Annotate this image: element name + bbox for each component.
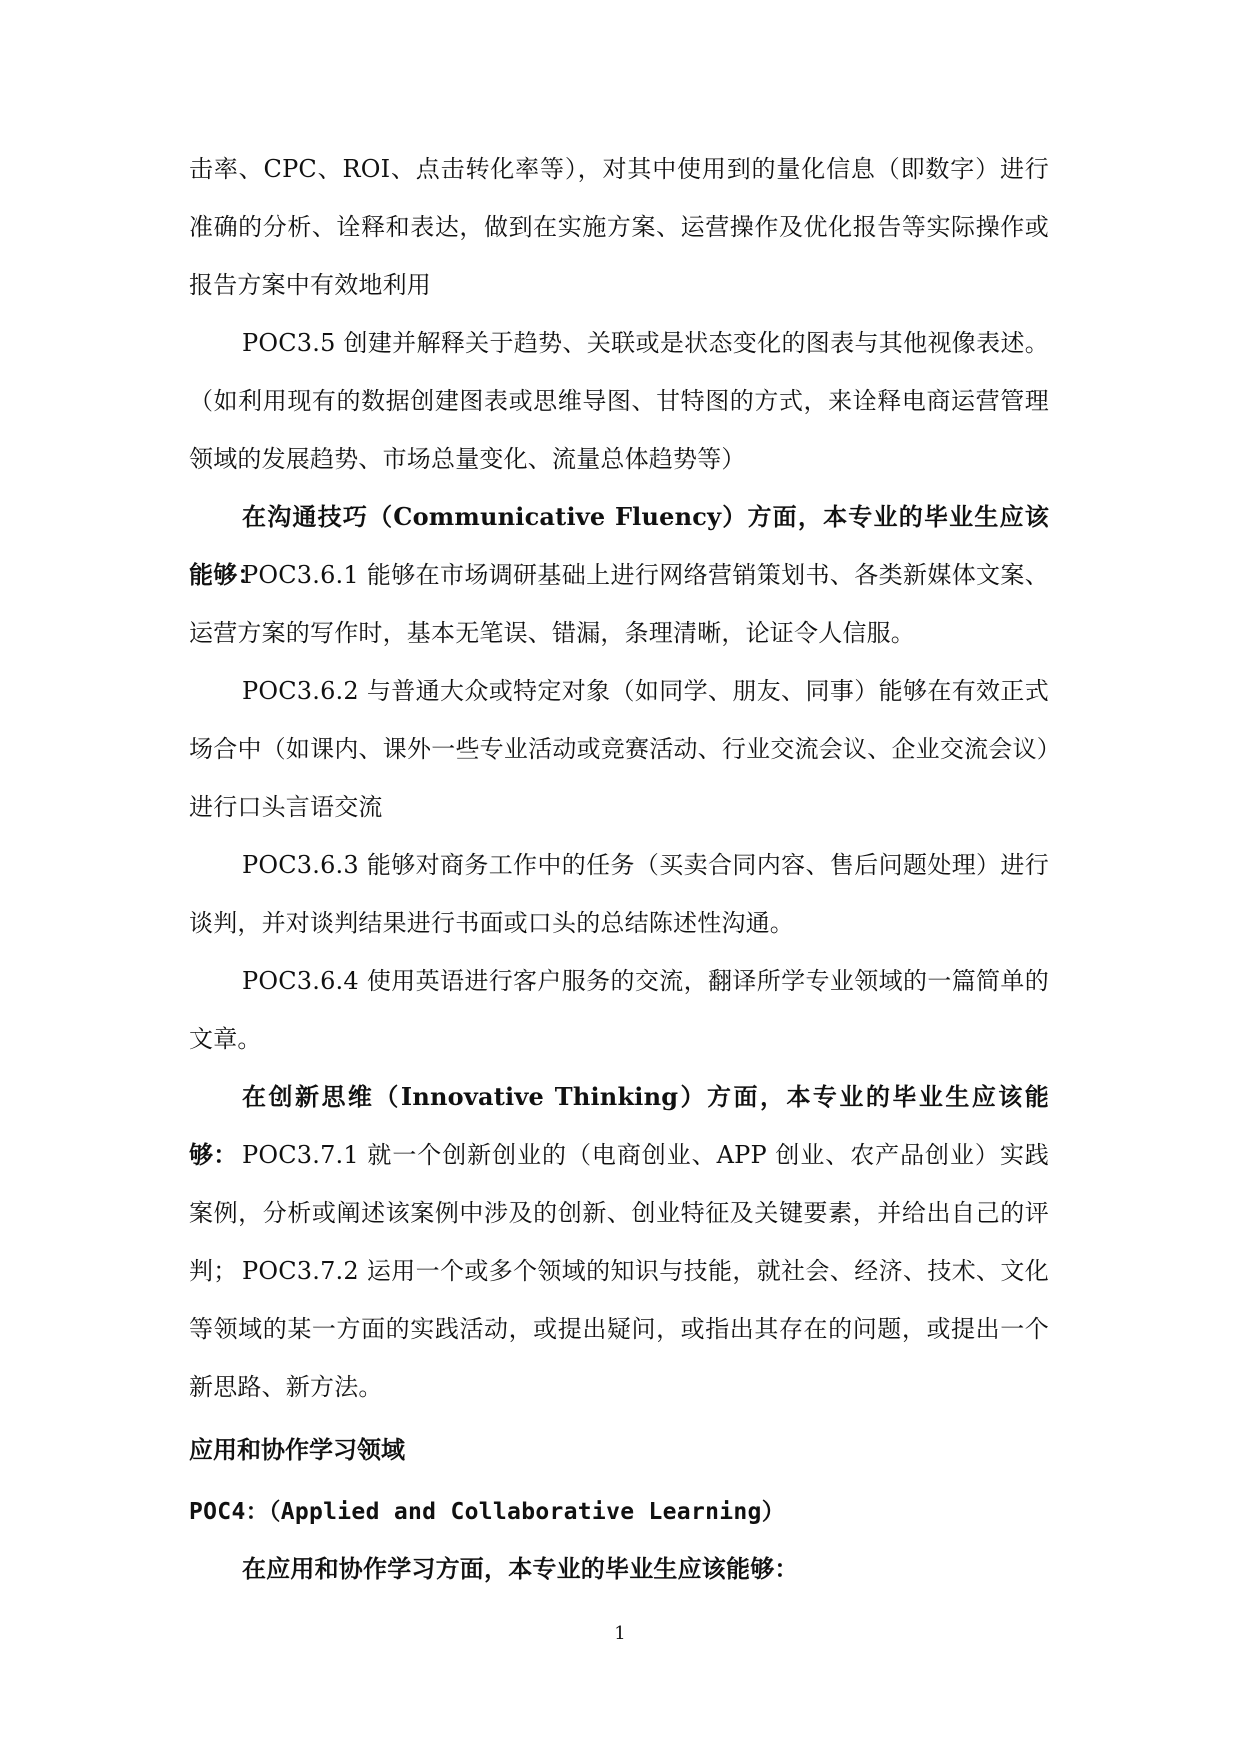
paragraph-poc3-7-1: POC3.7.1 就一个创新创业的（电商创业、APP 创业、农产品创业）实践案例，分析或阐述该案例中涉及的创新、创业特征及关键要素，并给出自己的评判； — [189, 1141, 1049, 1285]
section-code-heading-poc4: POC4：（Applied and Collaborative Learning） — [189, 1499, 785, 1525]
page-number: 1 — [614, 1623, 626, 1644]
section-title-applied-collaborative: 应用和协作学习领域 — [189, 1435, 405, 1464]
paragraph-poc3-6-4: POC3.6.4 使用英语进行客户服务的交流，翻译所学专业领域的一篇简单的文章。 — [189, 967, 1049, 1053]
subheading-communicative-fluency: 在沟通技巧（Communicative Fluency）方面，本专业的毕业生应该能够： — [189, 502, 1049, 589]
paragraph-poc3-6-2: POC3.6.2 与普通大众或特定对象（如同学、朋友、同事）能够在有效正式场合中（如课内、课外一些专业活动或竞赛活动、行业交流会议、企业交流会议）进行口头言语交流 — [189, 677, 1049, 821]
section-intro: 在应用和协作学习方面，本专业的毕业生应该能够： — [242, 1554, 799, 1583]
paragraph-poc3-7-2: POC3.7.2 运用一个或多个领域的知识与技能，就社会、经济、技术、文化等领域的某一方面的实践活动，或提出疑问，或指出其存在的问题，或提出一个新思路、新方法。 — [189, 1257, 1049, 1401]
paragraph-poc3-5: POC3.5 创建并解释关于趋势、关联或是状态变化的图表与其他视像表述。（如利用现有的数据创建图表或思维导图、甘特图的方式，来诠释电商运营管理领域的发展趋势、市场总量变化、流量总体趋势等） — [189, 329, 1049, 473]
paragraph-poc3-6-1: POC3.6.1 能够在市场调研基础上进行网络营销策划书、各类新媒体文案、运营方案的写作时，基本无笔误、错漏，条理清晰，论证令人信服。 — [189, 561, 1049, 647]
paragraph-poc3-6-3: POC3.6.3 能够对商务工作中的任务（买卖合同内容、售后问题处理）进行谈判，并对谈判结果进行书面或口头的总结陈述性沟通。 — [189, 851, 1049, 937]
paragraph-quantitative-continued: 击率、CPC、ROI、点击转化率等），对其中使用到的量化信息（即数字）进行准确的分析、诠释和表达，做到在实施方案、运营操作及优化报告等实际操作或报告方案中有效地利用 — [189, 155, 1049, 299]
subheading-innovative-thinking: 在创新思维（Innovative Thinking）方面，本专业的毕业生应该能够： — [189, 1082, 1049, 1169]
